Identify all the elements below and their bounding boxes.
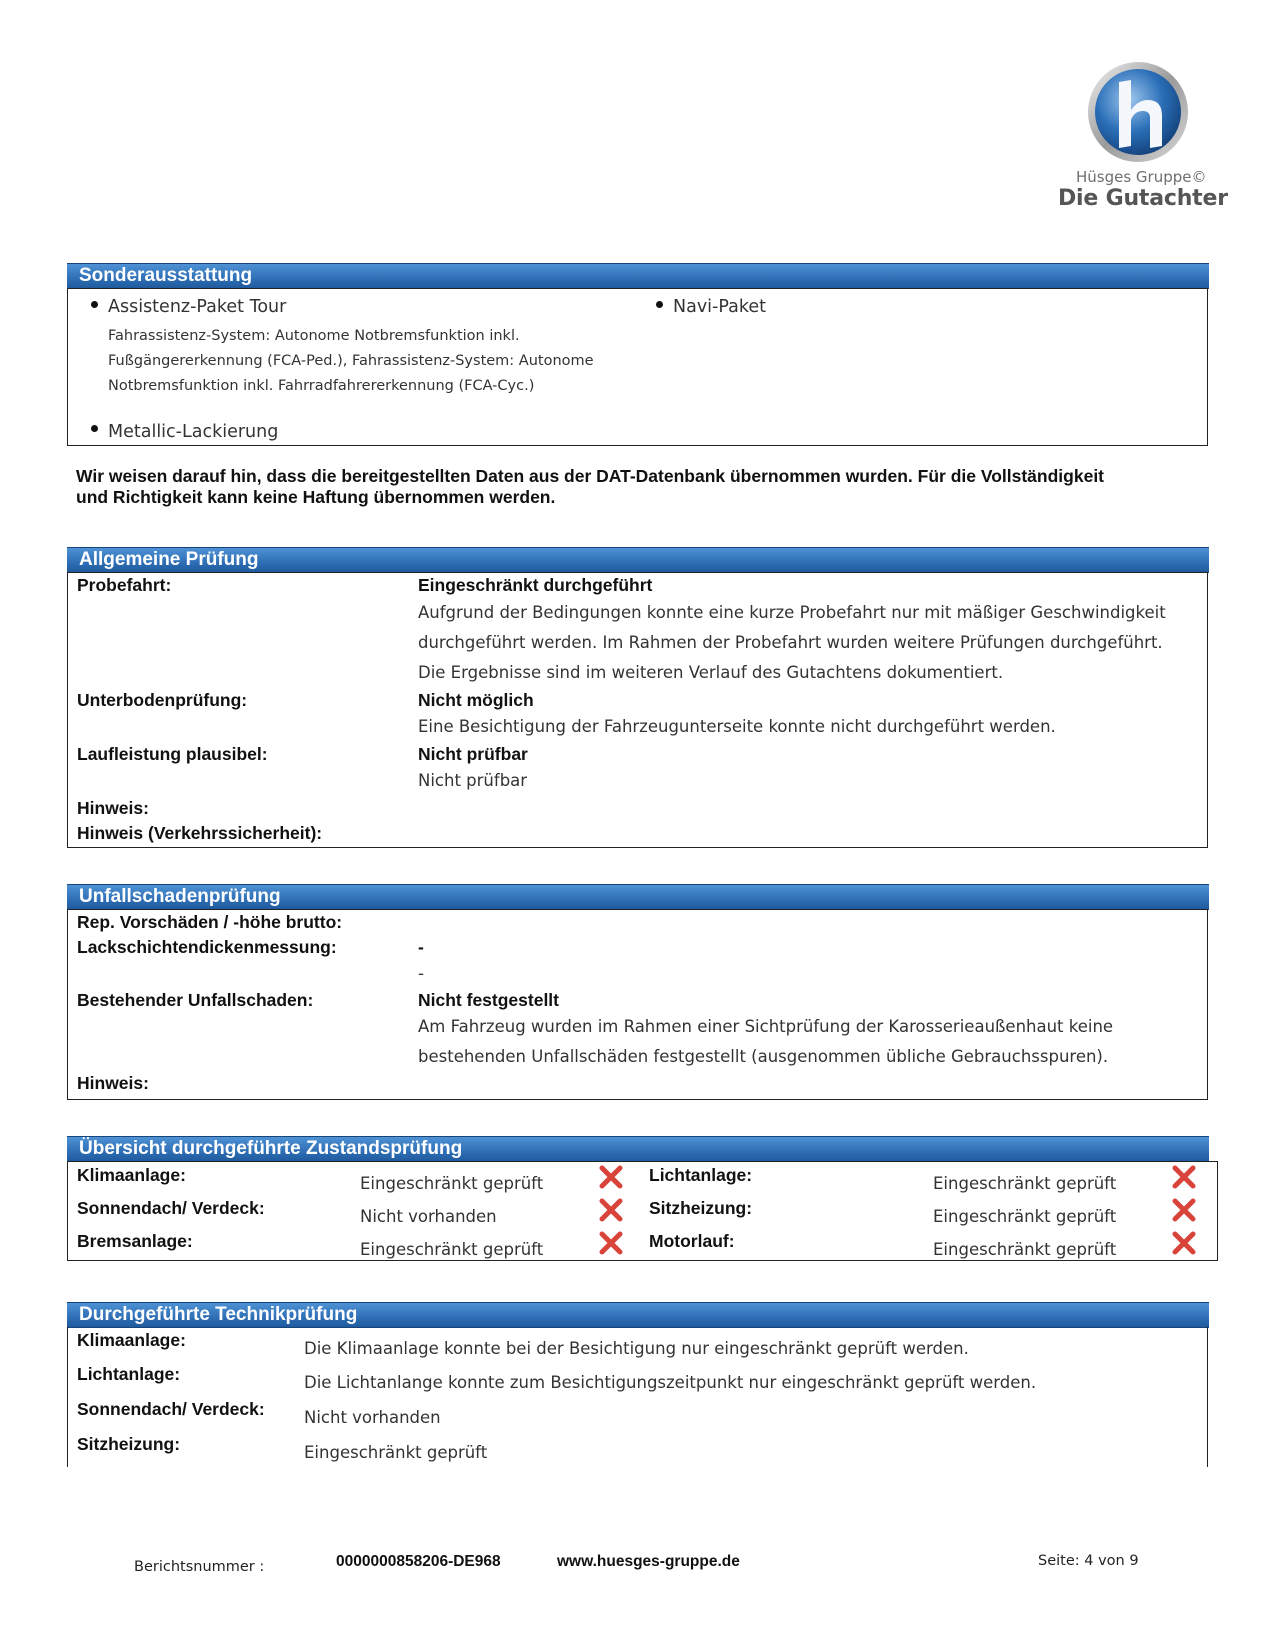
disclaimer-line: Wir weisen darauf hin, dass die bereitgestellten Daten aus der DAT-Datenbank übernommen wurden. Für die Vollständigkeit xyxy=(76,466,1105,486)
row-label: Unterbodenprüfung: xyxy=(77,690,248,710)
section-title: Sonderausstattung xyxy=(79,265,253,286)
company-logo xyxy=(1058,58,1228,218)
section-header-technikpruefung xyxy=(67,1302,1209,1328)
row-value: - xyxy=(418,937,424,957)
check-label: Motorlauf: xyxy=(649,1231,735,1251)
box-left-border xyxy=(67,1327,68,1467)
row-label: Klimaanlage: xyxy=(77,1330,186,1350)
row-label: Lichtanlage: xyxy=(77,1364,181,1384)
row-value: Die Lichtanlange konnte zum Besichtigungszeitpunkt nur eingeschränkt geprüft werden. xyxy=(304,1373,1037,1392)
check-label: Lichtanlage: xyxy=(649,1165,753,1185)
check-label: Klimaanlage: xyxy=(77,1165,186,1185)
equipment-item-detail: Fahrassistenz-System: Autonome Notbremsfunktion inkl. xyxy=(108,328,520,344)
row-detail: - xyxy=(418,964,424,983)
row-value: Eingeschränkt geprüft xyxy=(304,1443,488,1462)
row-value: Nicht vorhanden xyxy=(304,1408,441,1427)
huesges-logo-icon xyxy=(1086,60,1190,164)
check-value: Eingeschränkt geprüft xyxy=(933,1240,1117,1259)
red-x-icon xyxy=(598,1164,624,1190)
row-value: Nicht möglich xyxy=(418,690,534,710)
check-label: Sonnendach/ Verdeck: xyxy=(77,1198,265,1218)
bullet-icon xyxy=(91,301,98,308)
row-detail: bestehenden Unfallschäden festgestellt (ausgenommen übliche Gebrauchsspuren). xyxy=(418,1047,1109,1066)
red-x-icon xyxy=(598,1197,624,1223)
row-label: Laufleistung plausibel: xyxy=(77,744,268,764)
row-value: Nicht festgestellt xyxy=(418,990,559,1010)
equipment-item-name: Navi-Paket xyxy=(673,297,766,317)
check-value: Eingeschränkt geprüft xyxy=(360,1174,544,1193)
check-label: Bremsanlage: xyxy=(77,1231,193,1251)
row-value: Eingeschränkt durchgeführt xyxy=(418,575,653,595)
red-x-icon xyxy=(1171,1230,1197,1256)
row-label: Bestehender Unfallschaden: xyxy=(77,990,314,1010)
row-label: Lackschichtendickenmessung: xyxy=(77,937,337,957)
red-x-icon xyxy=(1171,1197,1197,1223)
row-detail: Die Ergebnisse sind im weiteren Verlauf des Gutachtens dokumentiert. xyxy=(418,663,1004,682)
section-header-zustandspruefung xyxy=(67,1136,1209,1162)
row-detail: Am Fahrzeug wurden im Rahmen einer Sichtprüfung der Karosserieaußenhaut keine xyxy=(418,1017,1114,1036)
row-value: Nicht prüfbar xyxy=(418,744,528,764)
row-detail: durchgeführt werden. Im Rahmen der Probefahrt wurden weitere Prüfungen durchgeführt. xyxy=(418,633,1163,652)
row-label: Sitzheizung: xyxy=(77,1434,181,1454)
row-detail: Eine Besichtigung der Fahrzeugunterseite konnte nicht durchgeführt werden. xyxy=(418,717,1056,736)
check-label: Sitzheizung: xyxy=(649,1198,753,1218)
check-value: Eingeschränkt geprüft xyxy=(360,1240,544,1259)
red-x-icon xyxy=(1171,1164,1197,1190)
logo-company-line: Hüsges Gruppe© xyxy=(1076,168,1207,186)
logo-brand-line: Die Gutachter xyxy=(1058,186,1228,211)
section-title: Durchgeführte Technikprüfung xyxy=(79,1304,358,1325)
row-label: Hinweis: xyxy=(77,1073,149,1093)
equipment-item-name: Assistenz-Paket Tour xyxy=(108,297,287,317)
check-value: Eingeschränkt geprüft xyxy=(933,1207,1117,1226)
row-detail: Nicht prüfbar xyxy=(418,771,528,790)
equipment-item-detail: Fußgängererkennung (FCA-Ped.), Fahrassistenz-System: Autonome xyxy=(108,353,594,369)
row-label: Hinweis: xyxy=(77,798,149,818)
section-header-unfallschaden xyxy=(67,884,1209,910)
disclaimer-text xyxy=(76,466,1216,508)
equipment-item-name: Metallic-Lackierung xyxy=(108,422,279,442)
section-title: Unfallschadenprüfung xyxy=(79,886,281,907)
row-label: Probefahrt: xyxy=(77,575,172,595)
row-label: Hinweis (Verkehrssicherheit): xyxy=(77,823,323,843)
check-value: Nicht vorhanden xyxy=(360,1207,497,1226)
report-number-label: Berichtsnummer : xyxy=(134,1559,265,1575)
box-right-border xyxy=(1207,1327,1208,1467)
equipment-item-detail: Notbremsfunktion inkl. Fahrradfahrererkennung (FCA-Cyc.) xyxy=(108,378,535,394)
page-number: Seite: 4 von 9 xyxy=(1038,1553,1139,1569)
section-title: Allgemeine Prüfung xyxy=(79,549,259,570)
bullet-icon xyxy=(656,301,663,308)
red-x-icon xyxy=(598,1230,624,1256)
check-value: Eingeschränkt geprüft xyxy=(933,1174,1117,1193)
row-value: Die Klimaanlage konnte bei der Besichtigung nur eingeschränkt geprüft werden. xyxy=(304,1339,969,1358)
section-header-sonderausstattung xyxy=(67,263,1209,289)
row-label: Rep. Vorschäden / -höhe brutto: xyxy=(77,912,343,932)
website-link[interactable]: www.huesges-gruppe.de xyxy=(557,1553,740,1570)
section-title: Übersicht durchgeführte Zustandsprüfung xyxy=(79,1138,463,1159)
report-number: 0000000858206-DE968 xyxy=(336,1553,501,1570)
section-header-allgemeine-pruefung xyxy=(67,547,1209,573)
disclaimer-line: und Richtigkeit kann keine Haftung übernommen werden. xyxy=(76,487,556,507)
bullet-icon xyxy=(91,425,98,432)
row-detail: Aufgrund der Bedingungen konnte eine kurze Probefahrt nur mit mäßiger Geschwindigkeit xyxy=(418,603,1166,622)
row-label: Sonnendach/ Verdeck: xyxy=(77,1399,265,1419)
